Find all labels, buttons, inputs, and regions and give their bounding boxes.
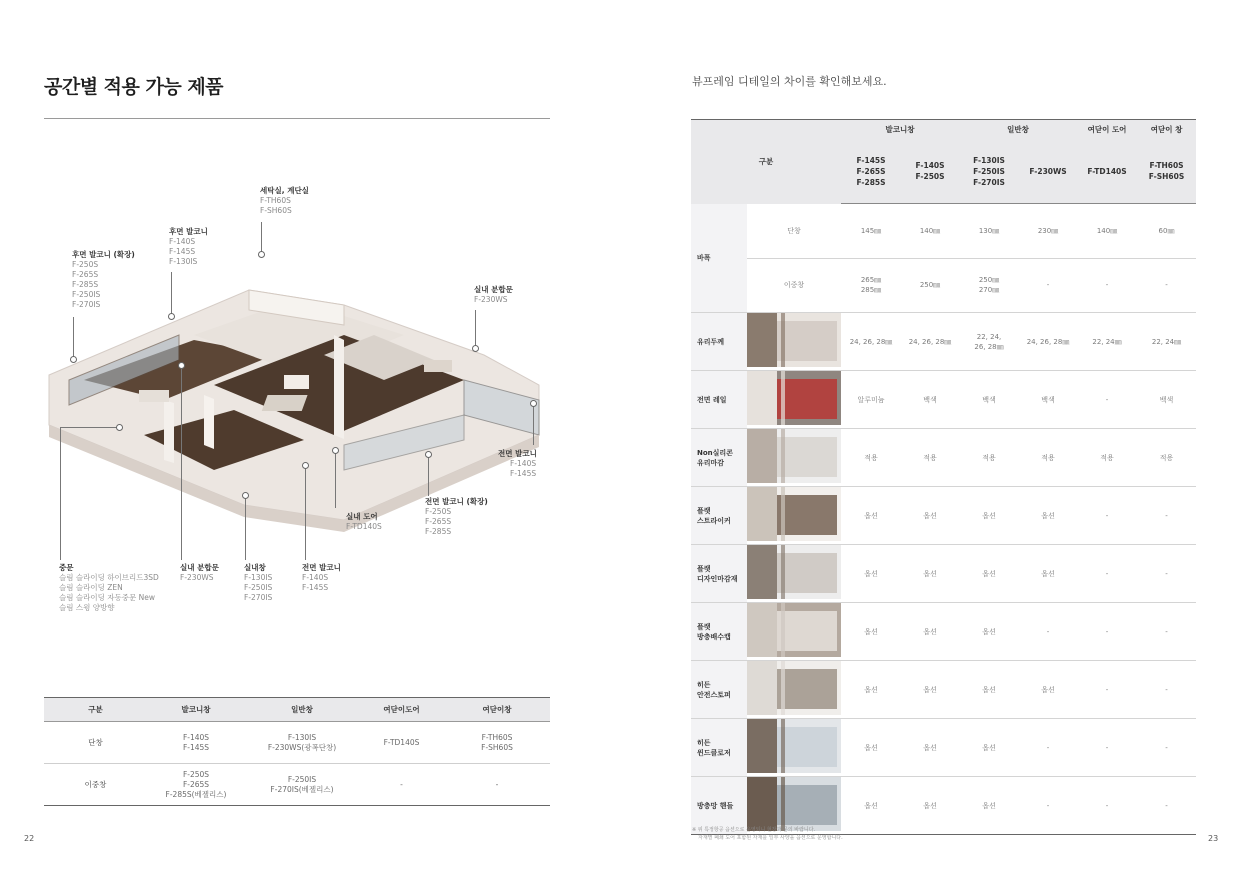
table-row xyxy=(691,258,1196,313)
callout-dot xyxy=(530,400,537,407)
callout-title: 후면 발코니 xyxy=(169,227,208,236)
cell-line: - xyxy=(495,779,499,789)
model-header-text: F-130IS F-250IS F-270IS xyxy=(973,155,1005,187)
table-cell: - xyxy=(1077,487,1137,545)
callout-item: F-130IS xyxy=(244,573,273,582)
table-cell: 적용 xyxy=(1077,429,1137,487)
leader-line xyxy=(60,427,118,428)
footnote xyxy=(692,826,843,842)
table-row xyxy=(691,429,1196,487)
table-row xyxy=(691,719,1196,777)
table-cell: - xyxy=(1077,777,1137,835)
cell-line: F-145S xyxy=(182,742,210,752)
callout-item: F-145S xyxy=(302,583,329,592)
table-cell: 옵션 xyxy=(841,487,901,545)
callout-title: 전면 발코니 xyxy=(302,563,341,572)
leader-line xyxy=(261,222,262,254)
table-cell: 옵션 xyxy=(841,777,901,835)
cell-line: F-270IS(베젤리스) xyxy=(270,784,334,794)
detail-photo-image xyxy=(747,313,841,367)
model-header-text: F-230WS xyxy=(1029,166,1067,176)
callout-dot xyxy=(472,345,479,352)
table-cell: 옵션 xyxy=(959,487,1019,545)
detail-photo-image xyxy=(747,719,841,773)
table-cell: 옵션 xyxy=(901,661,959,719)
callout-item: F-285S xyxy=(72,280,99,289)
callout-title: 후면 발코니 (확장) xyxy=(72,250,135,259)
callout-interior-window xyxy=(244,563,272,603)
table-cell xyxy=(359,722,444,764)
callout-item: F-270IS xyxy=(72,300,101,309)
table-cell: 145㎜ xyxy=(841,204,901,259)
model-header xyxy=(1137,140,1196,204)
callout-title: 실내창 xyxy=(244,563,266,572)
right-page-title: 뷰프레임 디테일의 차이를 확인해보세요. xyxy=(692,75,887,88)
frame-detail-table xyxy=(691,119,1196,835)
leader-line xyxy=(305,467,306,560)
callout-front-balcony xyxy=(498,449,537,479)
cell-line: F-250S xyxy=(182,769,210,779)
callout-dot xyxy=(242,492,249,499)
page-number-right: 23 xyxy=(1208,834,1219,843)
leader-line xyxy=(475,310,476,348)
callout-item: 슬림 슬라이딩 하이브리드3SD xyxy=(59,573,159,582)
detail-photo xyxy=(747,719,841,777)
callout-title: 전면 발코니 (확장) xyxy=(425,497,488,506)
callout-dot xyxy=(332,447,339,454)
table-cell: 140㎜ xyxy=(1077,204,1137,259)
detail-photo xyxy=(747,661,841,719)
table-cell: - xyxy=(1137,258,1196,313)
callout-item: F-265S xyxy=(72,270,99,279)
table-cell: 백색 xyxy=(1019,371,1077,429)
table-header-gubun: 구분 xyxy=(691,120,841,204)
table-cell: 옵션 xyxy=(901,777,959,835)
callout-item: 슬림 슬라이딩 ZEN xyxy=(59,583,123,592)
callout-item: F-140S xyxy=(510,459,537,468)
cell-line: F-SH60S xyxy=(481,742,513,752)
table-row xyxy=(691,545,1196,603)
callout-item: F-265S xyxy=(425,517,452,526)
model-header-text: F-140S F-250S xyxy=(915,161,945,182)
page-title: 공간별 적용 가능 제품 xyxy=(44,76,224,98)
table-cell: - xyxy=(1019,777,1077,835)
table-header: 구분 xyxy=(44,698,147,722)
leader-line xyxy=(73,317,74,359)
table-cell: - xyxy=(1137,719,1196,777)
row-label: 히든 윈드클로저 xyxy=(691,719,747,777)
model-header xyxy=(1019,140,1077,204)
row-label: Non실리콘 유리마감 xyxy=(691,429,747,487)
row-label: 플랫 방충배수캡 xyxy=(691,603,747,661)
leader-line xyxy=(533,405,534,445)
table-cell xyxy=(444,722,550,764)
table-header: 일반창 xyxy=(245,698,359,722)
callout-item: F-285S xyxy=(425,527,452,536)
row-label: 전면 레일 xyxy=(691,371,747,429)
table-cell: 22, 24㎜ xyxy=(1077,313,1137,371)
table-cell xyxy=(147,722,245,764)
table-cell: 적용 xyxy=(959,429,1019,487)
callout-interior-door xyxy=(346,512,382,532)
table-cell: - xyxy=(1077,719,1137,777)
callout-item: F-SH60S xyxy=(260,206,292,215)
callout-laundry xyxy=(260,186,309,216)
callout-item: F-250S xyxy=(425,507,452,516)
table-cell: 옵션 xyxy=(841,661,901,719)
table-cell: 230㎜ xyxy=(1019,204,1077,259)
detail-photo-image xyxy=(747,661,841,715)
callout-item: F-270IS xyxy=(244,593,273,602)
detail-photo-image xyxy=(747,777,841,831)
table-row xyxy=(44,722,550,764)
callout-item: F-140S xyxy=(169,237,196,246)
callout-title: 실내 분합문 xyxy=(474,285,513,294)
detail-photo-image xyxy=(747,429,841,483)
callout-dot xyxy=(168,313,175,320)
table-cell: 140㎜ xyxy=(901,204,959,259)
callout-dot xyxy=(178,362,185,369)
leader-line xyxy=(335,452,336,508)
table-cell: 적용 xyxy=(901,429,959,487)
detail-photo-image xyxy=(747,545,841,599)
sub-label: 이중창 xyxy=(747,258,841,313)
table-cell: 옵션 xyxy=(901,719,959,777)
table-cell: - xyxy=(1077,661,1137,719)
table-cell: 옵션 xyxy=(959,661,1019,719)
detail-photo-image xyxy=(747,371,841,425)
table-cell: 265㎜ 285㎜ xyxy=(841,258,901,313)
model-header xyxy=(959,140,1019,204)
cell-line: F-230WS(광폭단창) xyxy=(267,742,337,752)
detail-photo xyxy=(747,429,841,487)
detail-photo xyxy=(747,313,841,371)
footnote-line: ※ 위 특정항공 옵션으로 운영되니 현장과 문의 바랍니다. xyxy=(692,827,816,833)
callout-item: F-230WS xyxy=(180,573,214,582)
table-cell: 백색 xyxy=(1137,371,1196,429)
cell-line: F-TD140S xyxy=(383,737,420,747)
table-cell: - xyxy=(1137,777,1196,835)
group-header: 발코니창 xyxy=(841,120,959,140)
callout-title: 실내 도어 xyxy=(346,512,378,521)
table-row xyxy=(691,487,1196,545)
table-row xyxy=(691,661,1196,719)
table-cell xyxy=(245,764,359,806)
row-label: 방충망 핸들 xyxy=(691,777,747,835)
cell-line: F-TH60S xyxy=(481,732,513,742)
detail-photo-image xyxy=(747,487,841,541)
page-number-left: 22 xyxy=(24,834,35,843)
row-label: 플랫 디자인마감재 xyxy=(691,545,747,603)
table-cell: 옵션 xyxy=(959,545,1019,603)
callout-dot xyxy=(425,451,432,458)
table-cell: - xyxy=(1137,545,1196,603)
table-row xyxy=(691,371,1196,429)
cell-line: F-130IS xyxy=(287,732,317,742)
table-cell: - xyxy=(1137,661,1196,719)
table-cell: 옵션 xyxy=(901,545,959,603)
table-cell: - xyxy=(1137,487,1196,545)
table-cell: 24, 26, 28㎜ xyxy=(1019,313,1077,371)
table-cell: 옵션 xyxy=(841,719,901,777)
table-cell: 24, 26, 28㎜ xyxy=(841,313,901,371)
table-cell: - xyxy=(1137,603,1196,661)
group-header: 여닫이 도어 xyxy=(1077,120,1137,140)
table-cell: 250㎜ 270㎜ xyxy=(959,258,1019,313)
table-row xyxy=(44,764,550,806)
table-cell: 옵션 xyxy=(1019,545,1077,603)
table-cell: 백색 xyxy=(959,371,1019,429)
callout-item: F-230WS xyxy=(474,295,508,304)
group-header: 여닫이 창 xyxy=(1137,120,1196,140)
callout-item: F-TH60S xyxy=(260,196,291,205)
callout-item: F-250IS xyxy=(72,290,101,299)
table-cell: 적용 xyxy=(841,429,901,487)
table-cell: 130㎜ xyxy=(959,204,1019,259)
callout-rear-balcony-ext xyxy=(72,250,135,310)
callout-item: F-250IS xyxy=(244,583,273,592)
table-row xyxy=(691,603,1196,661)
callout-item: F-250S xyxy=(72,260,99,269)
table-cell: - xyxy=(1077,545,1137,603)
cell-line: F-250IS xyxy=(287,774,317,784)
footnote-line: 자재별 폐쇄 도어 포함된 자재를 일부 사양을 옵션으로 운영합니다. xyxy=(698,835,843,841)
table-cell: 옵션 xyxy=(841,603,901,661)
table-cell: 알루미늄 xyxy=(841,371,901,429)
row-label: 유리두께 xyxy=(691,313,747,371)
detail-photo xyxy=(747,371,841,429)
table-cell xyxy=(444,764,550,806)
callout-dot xyxy=(70,356,77,363)
table-cell: 250㎜ xyxy=(901,258,959,313)
table-cell: 24, 26, 28㎜ xyxy=(901,313,959,371)
detail-photo xyxy=(747,545,841,603)
table-cell: - xyxy=(1019,603,1077,661)
callout-title: 중문 xyxy=(59,563,74,572)
callout-item: F-145S xyxy=(169,247,196,256)
table-cell: 옵션 xyxy=(1019,661,1077,719)
row-label: 히든 안전스토퍼 xyxy=(691,661,747,719)
callout-item: 슬림 스윙 양방향 xyxy=(59,603,115,612)
table-cell: 옵션 xyxy=(901,603,959,661)
row-label: 플랫 스트라이커 xyxy=(691,487,747,545)
model-header xyxy=(901,140,959,204)
table-cell: 옵션 xyxy=(959,719,1019,777)
callout-item: 슬림 슬라이딩 자동중문 New xyxy=(59,593,155,602)
table-header: 발코니창 xyxy=(147,698,245,722)
cell-line: F-265S xyxy=(182,779,210,789)
table-cell: 옵션 xyxy=(959,603,1019,661)
model-header xyxy=(841,140,901,204)
callout-item: F-140S xyxy=(302,573,329,582)
model-header-text: F-TH60S F-SH60S xyxy=(1148,161,1185,182)
table-cell: - xyxy=(1077,371,1137,429)
callout-item: F-TD140S xyxy=(346,522,382,531)
callout-dot xyxy=(258,251,265,258)
table-cell: - xyxy=(1077,603,1137,661)
leader-line xyxy=(245,497,246,560)
table-cell: 22, 24, 26, 28㎜ xyxy=(959,313,1019,371)
detail-photo xyxy=(747,603,841,661)
row-label: 바폭 xyxy=(691,204,747,313)
sub-label: 단창 xyxy=(747,204,841,259)
cell-line: F-140S xyxy=(182,732,210,742)
model-header-text: F-145S F-265S F-285S xyxy=(856,155,886,187)
table-cell: - xyxy=(1019,258,1077,313)
table-cell: 22, 24㎜ xyxy=(1137,313,1196,371)
callout-item: F-130IS xyxy=(169,257,198,266)
callout-front-balcony-ext xyxy=(425,497,488,537)
callout-item: F-145S xyxy=(510,469,537,478)
table-row xyxy=(691,204,1196,259)
table-header: 여닫이도어 xyxy=(359,698,444,722)
cell-line: F-285S(베젤리스) xyxy=(165,789,227,799)
table-cell: 옵션 xyxy=(959,777,1019,835)
table-row xyxy=(691,313,1196,371)
model-header xyxy=(1077,140,1137,204)
table-cell xyxy=(245,722,359,764)
group-header: 일반창 xyxy=(959,120,1077,140)
callout-middle-door xyxy=(59,563,159,613)
callout-rear-balcony xyxy=(169,227,208,267)
leader-line xyxy=(60,427,61,560)
callout-title: 세탁실, 계단실 xyxy=(260,186,309,195)
table-cell: 옵션 xyxy=(1019,487,1077,545)
callout-interior-partition-bottom xyxy=(180,563,219,583)
table-header: 여닫이창 xyxy=(444,698,550,722)
table-cell: 옵션 xyxy=(901,487,959,545)
table-cell: 적용 xyxy=(1019,429,1077,487)
cell-line: - xyxy=(400,779,403,789)
title-divider xyxy=(44,118,550,119)
table-cell: 백색 xyxy=(901,371,959,429)
leader-line xyxy=(181,367,182,560)
table-cell xyxy=(359,764,444,806)
callout-title: 실내 분합문 xyxy=(180,563,219,572)
callout-title: 전면 발코니 xyxy=(498,449,537,458)
table-cell: 60㎜ xyxy=(1137,204,1196,259)
callout-front-balcony-bottom xyxy=(302,563,341,593)
callout-dot xyxy=(302,462,309,469)
model-header-text: F-TD140S xyxy=(1087,166,1127,176)
detail-photo-image xyxy=(747,603,841,657)
callout-interior-partition-top xyxy=(474,285,513,305)
table-cell: - xyxy=(1077,258,1137,313)
table-cell: - xyxy=(1019,719,1077,777)
leader-line xyxy=(171,272,172,316)
space-product-table xyxy=(44,697,550,806)
row-label: 단창 xyxy=(44,722,147,764)
row-label: 이중창 xyxy=(44,764,147,806)
table-cell: 적용 xyxy=(1137,429,1196,487)
leader-line xyxy=(428,456,429,496)
table-cell: 옵션 xyxy=(841,545,901,603)
detail-photo xyxy=(747,487,841,545)
table-cell xyxy=(147,764,245,806)
callout-dot xyxy=(116,424,123,431)
